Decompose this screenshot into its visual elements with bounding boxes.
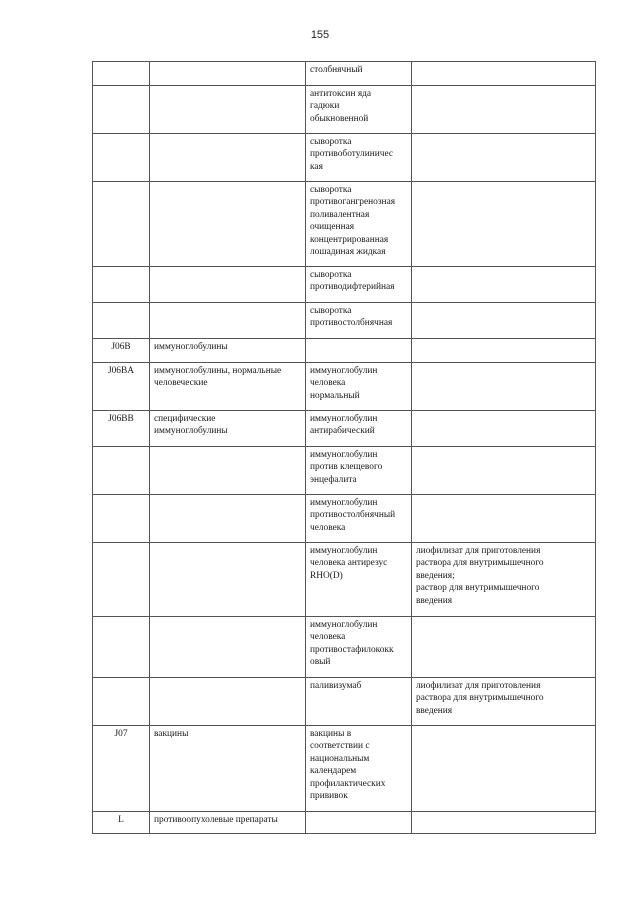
table-row <box>93 267 596 303</box>
table-row <box>93 812 596 834</box>
atc-code-cell <box>93 495 150 543</box>
dosage-form-cell <box>412 812 596 834</box>
table-row <box>93 363 596 411</box>
table-row <box>93 62 596 86</box>
atc-code-cell <box>93 182 150 267</box>
atc-code-cell <box>93 62 150 86</box>
drug-cell <box>306 339 412 363</box>
drug-cell: антитоксин яда гадюки обыкновенной <box>306 86 412 134</box>
drug-cell: иммуноглобулин человека нормальный <box>306 363 412 411</box>
group-cell <box>150 62 306 86</box>
atc-code-cell <box>93 134 150 182</box>
drug-classification-table <box>92 61 596 834</box>
atc-code-cell <box>93 543 150 617</box>
drug-cell: иммуноглобулин человека антирезус RHO(D) <box>306 543 412 617</box>
group-cell <box>150 134 306 182</box>
table-row <box>93 86 596 134</box>
group-cell <box>150 617 306 678</box>
table-row <box>93 678 596 726</box>
drug-cell: иммуноглобулин человека противостафилококк овый <box>306 617 412 678</box>
dosage-form-cell <box>412 267 596 303</box>
atc-code-cell: L <box>93 812 150 834</box>
drug-cell: иммуноглобулин антирабический <box>306 411 412 447</box>
drug-cell: сыворотка противостолбнячная <box>306 303 412 339</box>
dosage-form-cell: лиофилизат для приготовления раствора для внутримышечного введения; раствор для внутримышечного введения <box>412 543 596 617</box>
drug-cell: иммуноглобулин противостолбнячный человека <box>306 495 412 543</box>
dosage-form-cell <box>412 134 596 182</box>
atc-code-cell: J06BB <box>93 411 150 447</box>
group-cell <box>150 678 306 726</box>
drug-cell: столбнячный <box>306 62 412 86</box>
table-row <box>93 543 596 617</box>
table-row <box>93 182 596 267</box>
atc-code-cell <box>93 303 150 339</box>
dosage-form-cell <box>412 339 596 363</box>
table-row <box>93 726 596 812</box>
atc-code-cell <box>93 617 150 678</box>
drug-cell: иммуноглобулин против клещевого энцефалита <box>306 447 412 495</box>
page-number: 155 <box>310 29 330 41</box>
atc-code-cell: J07 <box>93 726 150 812</box>
group-cell <box>150 182 306 267</box>
dosage-form-cell <box>412 363 596 411</box>
drug-cell <box>306 812 412 834</box>
table-row <box>93 617 596 678</box>
dosage-form-cell <box>412 726 596 812</box>
group-cell: специфические иммуноглобулины <box>150 411 306 447</box>
group-cell <box>150 447 306 495</box>
dosage-form-cell <box>412 62 596 86</box>
group-cell: противоопухолевые препараты <box>150 812 306 834</box>
group-cell: вакцины <box>150 726 306 812</box>
table-row <box>93 447 596 495</box>
table-row <box>93 411 596 447</box>
group-cell <box>150 543 306 617</box>
dosage-form-cell <box>412 86 596 134</box>
dosage-form-cell <box>412 495 596 543</box>
table-row <box>93 339 596 363</box>
group-cell <box>150 267 306 303</box>
dosage-form-cell <box>412 447 596 495</box>
atc-code-cell <box>93 267 150 303</box>
dosage-form-cell <box>412 182 596 267</box>
dosage-form-cell <box>412 303 596 339</box>
table-body <box>93 62 596 834</box>
group-cell: иммуноглобулины, нормальные человеческие <box>150 363 306 411</box>
drug-cell: вакцины в соответствии с национальным календарем профилактических прививок <box>306 726 412 812</box>
drug-cell: сыворотка противогангренозная поливалентная очищенная концентрированная лошадиная жидкая <box>306 182 412 267</box>
group-cell <box>150 86 306 134</box>
table-row <box>93 495 596 543</box>
atc-code-cell <box>93 86 150 134</box>
group-cell: иммуноглобулины <box>150 339 306 363</box>
atc-code-cell <box>93 678 150 726</box>
atc-code-cell: J06BA <box>93 363 150 411</box>
dosage-form-cell <box>412 411 596 447</box>
group-cell <box>150 303 306 339</box>
atc-code-cell: J06B <box>93 339 150 363</box>
dosage-form-cell <box>412 617 596 678</box>
table-row <box>93 303 596 339</box>
drug-cell: сыворотка противоботулиничес кая <box>306 134 412 182</box>
drug-cell: паливизумаб <box>306 678 412 726</box>
group-cell <box>150 495 306 543</box>
table-row <box>93 134 596 182</box>
atc-code-cell <box>93 447 150 495</box>
drug-cell: сыворотка противодифтерийная <box>306 267 412 303</box>
dosage-form-cell: лиофилизат для приготовления раствора для внутримышечного введения <box>412 678 596 726</box>
